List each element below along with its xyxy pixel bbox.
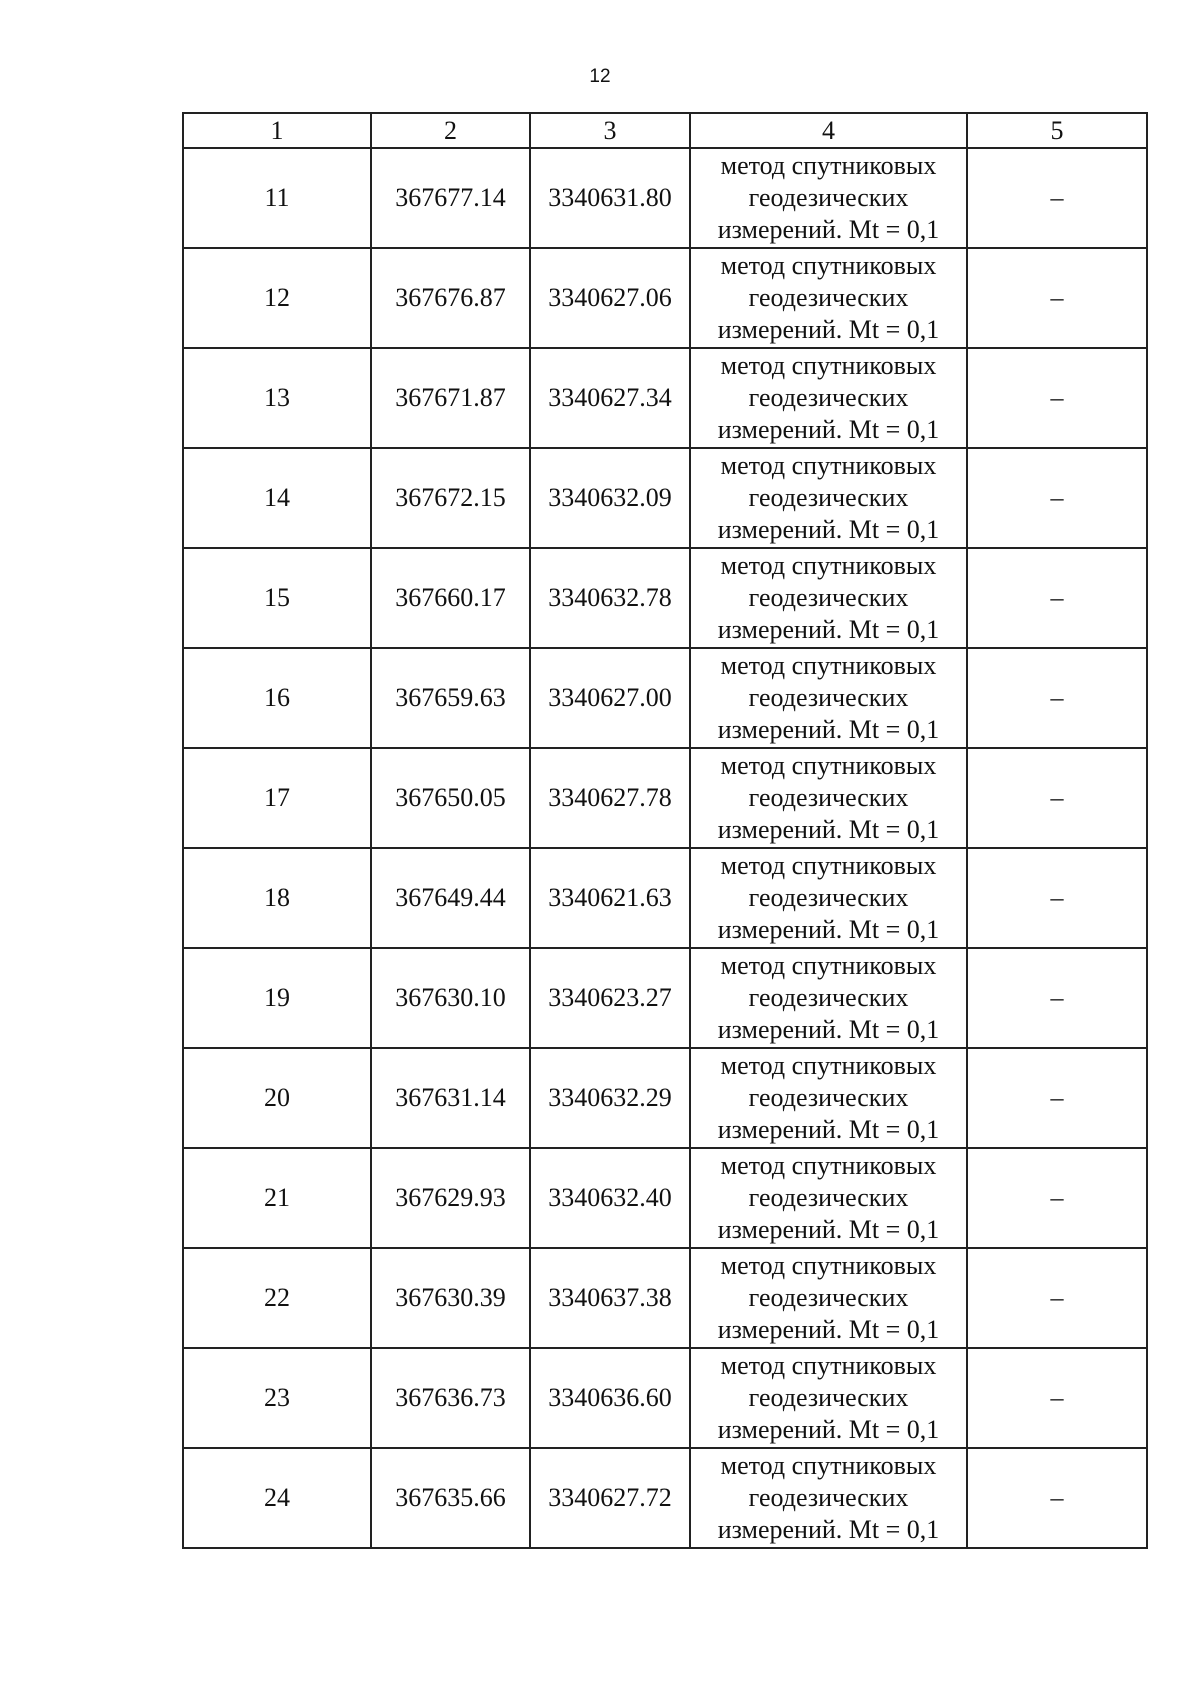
cell-point: 12 [183,248,371,348]
cell-description: – [967,1348,1147,1448]
method-text-line: геодезических [748,483,909,512]
table-row [183,1348,1147,1448]
method-text-line: измерений. Mt = 0,1 [717,815,940,844]
cell-x: 367629.93 [371,1148,530,1248]
method-text-line: измерений. Mt = 0,1 [717,515,940,544]
cell-x: 367677.14 [371,148,530,248]
method-text-line: измерений. Mt = 0,1 [717,315,940,344]
table-row [183,648,1147,748]
table-row [183,748,1147,848]
method-text-line: измерений. Mt = 0,1 [717,1315,940,1344]
table-row [183,448,1147,548]
method-text-line: геодезических [748,1283,909,1312]
cell-y: 3340631.80 [530,148,690,248]
table-row [183,1248,1147,1348]
cell-y: 3340627.34 [530,348,690,448]
cell-method [690,648,967,748]
cell-method [690,548,967,648]
cell-y: 3340623.27 [530,948,690,1048]
cell-description: – [967,448,1147,548]
header-cell-4: 4 [690,113,967,148]
cell-method [690,1448,967,1548]
table-body [183,148,1147,1548]
cell-method [690,348,967,448]
method-text-line: измерений. Mt = 0,1 [717,215,940,244]
table-row [183,348,1147,448]
method-text-line: измерений. Mt = 0,1 [717,415,940,444]
cell-x: 367659.63 [371,648,530,748]
cell-point: 16 [183,648,371,748]
cell-description: – [967,948,1147,1048]
header-cell-5: 5 [967,113,1147,148]
cell-point: 15 [183,548,371,648]
cell-description: – [967,248,1147,348]
cell-method [690,1248,967,1348]
cell-x: 367636.73 [371,1348,530,1448]
method-text-line: метод спутниковых [720,1251,937,1280]
cell-method [690,448,967,548]
method-text-line: измерений. Mt = 0,1 [717,615,940,644]
cell-y: 3340621.63 [530,848,690,948]
cell-point: 17 [183,748,371,848]
cell-method [690,1048,967,1148]
cell-point: 13 [183,348,371,448]
cell-description: – [967,1048,1147,1148]
method-text-line: геодезических [748,583,909,612]
method-text-line: геодезических [748,1183,909,1212]
table-row [183,548,1147,648]
cell-x: 367630.39 [371,1248,530,1348]
method-text-line: метод спутниковых [720,151,937,180]
cell-description: – [967,1148,1147,1248]
method-text-line: метод спутниковых [720,651,937,680]
method-text-line: метод спутниковых [720,551,937,580]
table-row [183,948,1147,1048]
table-row [183,1048,1147,1148]
cell-description: – [967,1448,1147,1548]
method-text-line: геодезических [748,183,909,212]
cell-y: 3340632.09 [530,448,690,548]
method-text-line: метод спутниковых [720,251,937,280]
cell-x: 367630.10 [371,948,530,1048]
cell-x: 367650.05 [371,748,530,848]
cell-point: 22 [183,1248,371,1348]
coordinates-table [182,112,1148,1549]
cell-y: 3340627.72 [530,1448,690,1548]
cell-method [690,1348,967,1448]
method-text-line: метод спутниковых [720,1051,937,1080]
table-row [183,1448,1147,1548]
method-text-line: метод спутниковых [720,751,937,780]
cell-x: 367635.66 [371,1448,530,1548]
cell-point: 14 [183,448,371,548]
method-text-line: геодезических [748,683,909,712]
cell-x: 367671.87 [371,348,530,448]
cell-x: 367631.14 [371,1048,530,1148]
method-text-line: измерений. Mt = 0,1 [717,1215,940,1244]
method-text-line: измерений. Mt = 0,1 [717,1415,940,1444]
cell-y: 3340627.00 [530,648,690,748]
table-header [183,113,1147,148]
cell-y: 3340627.78 [530,748,690,848]
cell-point: 21 [183,1148,371,1248]
method-text-line: метод спутниковых [720,1151,937,1180]
cell-description: – [967,148,1147,248]
table-row [183,848,1147,948]
cell-y: 3340632.29 [530,1048,690,1148]
method-text-line: метод спутниковых [720,1351,937,1380]
method-text-line: геодезических [748,1083,909,1112]
method-text-line: метод спутниковых [720,951,937,980]
method-text-line: геодезических [748,783,909,812]
cell-description: – [967,848,1147,948]
cell-x: 367660.17 [371,548,530,648]
cell-description: – [967,748,1147,848]
cell-x: 367676.87 [371,248,530,348]
method-text-line: метод спутниковых [720,451,937,480]
method-text-line: измерений. Mt = 0,1 [717,1115,940,1144]
cell-y: 3340637.38 [530,1248,690,1348]
cell-x: 367672.15 [371,448,530,548]
cell-x: 367649.44 [371,848,530,948]
header-cell-2: 2 [371,113,530,148]
cell-method [690,848,967,948]
table-row [183,1148,1147,1248]
cell-description: – [967,648,1147,748]
header-cell-1: 1 [183,113,371,148]
cell-y: 3340627.06 [530,248,690,348]
method-text-line: измерений. Mt = 0,1 [717,1015,940,1044]
method-text-line: метод спутниковых [720,351,937,380]
cell-y: 3340632.78 [530,548,690,648]
cell-method [690,748,967,848]
cell-point: 24 [183,1448,371,1548]
header-row [183,113,1147,148]
cell-point: 19 [183,948,371,1048]
cell-point: 20 [183,1048,371,1148]
cell-method [690,1148,967,1248]
cell-method [690,148,967,248]
method-text-line: метод спутниковых [720,1451,937,1480]
method-text-line: геодезических [748,283,909,312]
method-text-line: измерений. Mt = 0,1 [717,715,940,744]
cell-y: 3340636.60 [530,1348,690,1448]
table-row [183,248,1147,348]
cell-method [690,948,967,1048]
cell-point: 18 [183,848,371,948]
method-text-line: метод спутниковых [720,851,937,880]
method-text-line: геодезических [748,383,909,412]
method-text-line: геодезических [748,1483,909,1512]
header-cell-3: 3 [530,113,690,148]
method-text-line: геодезических [748,883,909,912]
table-row [183,148,1147,248]
method-text-line: измерений. Mt = 0,1 [717,915,940,944]
cell-method [690,248,967,348]
method-text-line: геодезических [748,1383,909,1412]
cell-y: 3340632.40 [530,1148,690,1248]
method-text-line: измерений. Mt = 0,1 [717,1515,940,1544]
cell-point: 23 [183,1348,371,1448]
cell-description: – [967,348,1147,448]
cell-point: 11 [183,148,371,248]
method-text-line: геодезических [748,983,909,1012]
page-number: 12 [589,66,611,87]
cell-description: – [967,548,1147,648]
cell-description: – [967,1248,1147,1348]
